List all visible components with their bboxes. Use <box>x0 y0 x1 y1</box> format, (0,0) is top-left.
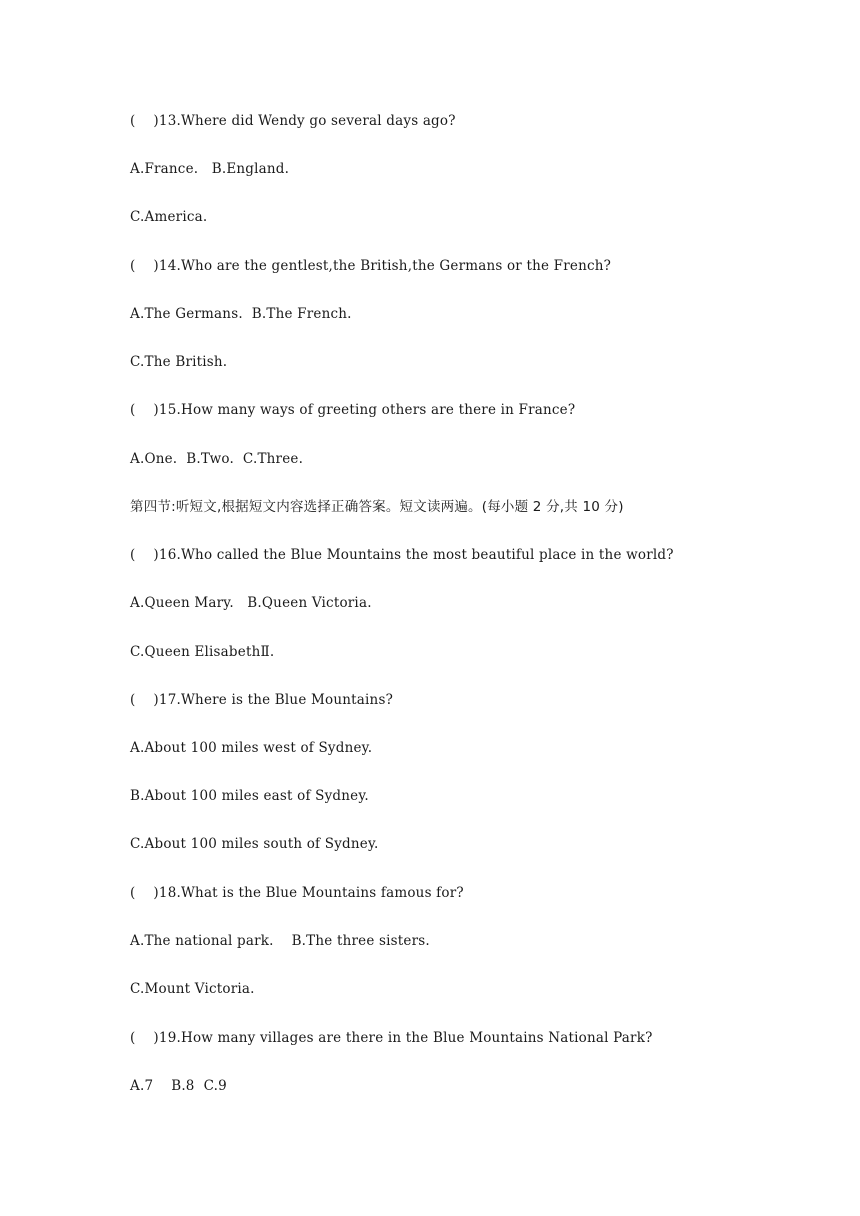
question-17-option-c: C.About 100 miles south of Sydney. <box>130 836 379 852</box>
question-17: ( )17.Where is the Blue Mountains? <box>130 692 394 708</box>
question-13-options-ab: A.France. B.England. <box>130 161 290 177</box>
question-14-option-c: C.The British. <box>130 354 228 370</box>
question-14-options-ab: A.The Germans. B.The French. <box>130 306 352 322</box>
question-13-option-c: C.America. <box>130 209 208 225</box>
question-16: ( )16.Who called the Blue Mountains the most beautiful place in the world? <box>130 547 674 563</box>
question-17-option-b: B.About 100 miles east of Sydney. <box>130 788 369 804</box>
question-19-options: A.7 B.8 C.9 <box>130 1078 227 1094</box>
question-15-options: A.One. B.Two. C.Three. <box>130 451 304 467</box>
question-16-options-ab: A.Queen Mary. B.Queen Victoria. <box>130 595 372 611</box>
section-heading: 第四节:听短文,根据短文内容选择正确答案。短文读两遍。(每小题 2 分,共 10 分) <box>130 499 624 515</box>
question-13: ( )13.Where did Wendy go several days ago? <box>130 113 456 129</box>
question-16-option-c: C.Queen ElisabethⅡ. <box>130 644 275 660</box>
question-18-option-c: C.Mount Victoria. <box>130 981 255 997</box>
question-14: ( )14.Who are the gentlest,the British,the Germans or the French? <box>130 258 612 274</box>
question-17-option-a: A.About 100 miles west of Sydney. <box>130 740 373 756</box>
question-15: ( )15.How many ways of greeting others are there in France? <box>130 402 576 418</box>
question-19: ( )19.How many villages are there in the Blue Mountains National Park? <box>130 1030 653 1046</box>
question-18-options-ab: A.The national park. B.The three sisters. <box>130 933 430 949</box>
question-18: ( )18.What is the Blue Mountains famous for? <box>130 885 464 901</box>
